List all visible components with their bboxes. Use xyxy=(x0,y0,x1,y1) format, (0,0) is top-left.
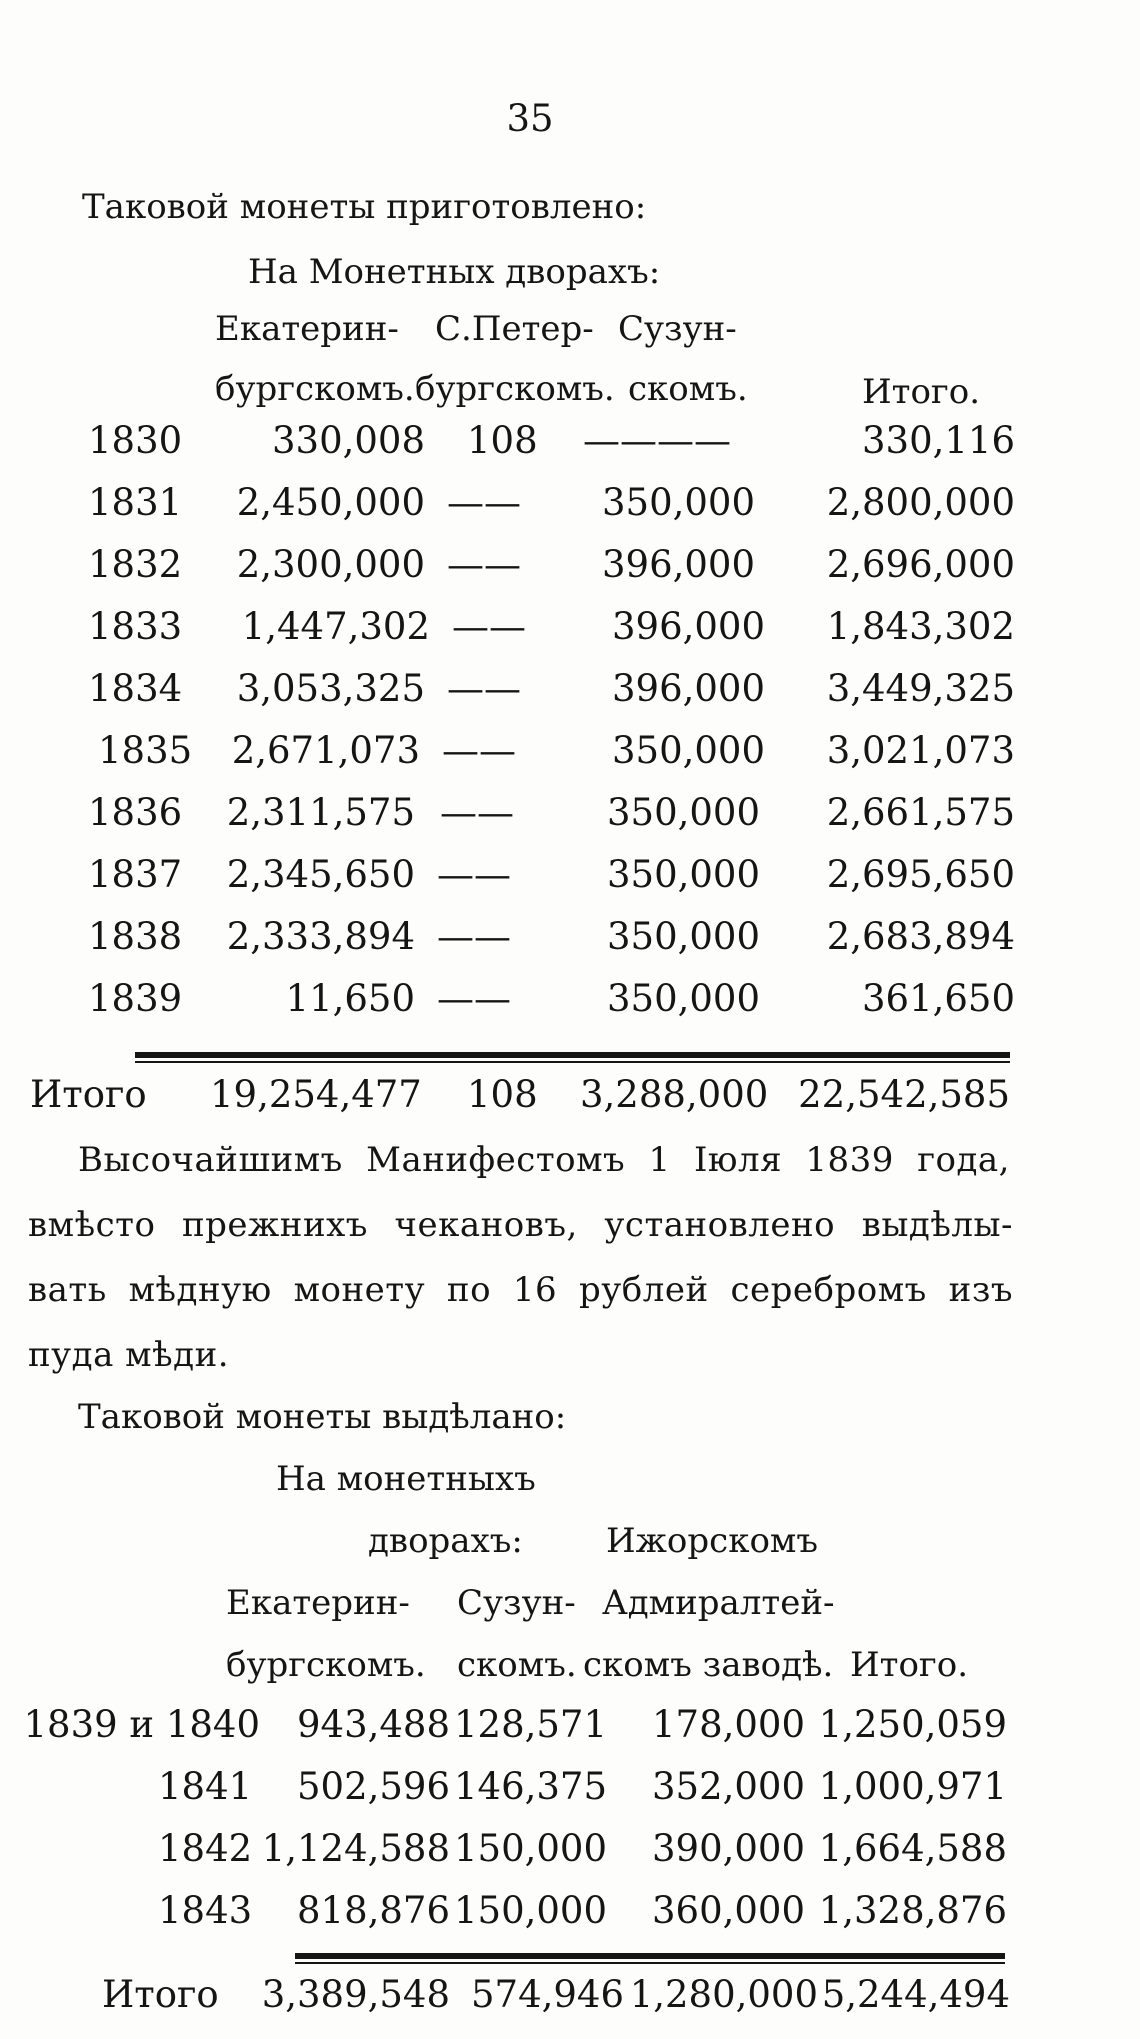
paragraph-line: Высочайшимъ Манифестомъ 1 Іюля 1839 года, xyxy=(78,1140,1010,1180)
row-ekaterinburg: 2,333,894 xyxy=(226,915,415,958)
section2-sum-rule xyxy=(295,1953,1005,1959)
row-total: 330,116 xyxy=(861,419,1015,462)
row-suzun: 350,000 xyxy=(606,915,760,958)
row-ekaterinburg: 943,488 xyxy=(296,1703,450,1746)
row-izhora: 390,000 xyxy=(651,1827,805,1870)
section2-intro: Таковой монеты выдѣлано: xyxy=(78,1397,567,1437)
paragraph-line: вмѣсто прежнихъ чекановъ, установлено выдѣлы- xyxy=(28,1205,1013,1245)
section1-total-head: Итого. xyxy=(862,372,981,412)
row-total: 1,000,971 xyxy=(818,1765,1007,1808)
row-year: 1839 и 1840 xyxy=(23,1703,260,1746)
sum-total: 5,244,494 xyxy=(821,1973,1010,2016)
sum-label: Итого xyxy=(30,1073,147,1116)
row-spb: —— xyxy=(452,605,526,648)
sum-total: 22,542,585 xyxy=(798,1073,1010,1116)
row-total: 1,664,588 xyxy=(818,1827,1007,1870)
sum-spb: 108 xyxy=(467,1073,538,1116)
row-spb: —— xyxy=(440,791,514,834)
section2-col2-head-2: скомъ. xyxy=(457,1645,577,1685)
page-number: 35 xyxy=(506,97,554,140)
row-year: 1839 xyxy=(88,977,183,1020)
section2-col3-head-1: Ижорскомъ xyxy=(606,1521,819,1561)
row-spb: —— xyxy=(447,543,521,586)
row-suzun: 396,000 xyxy=(611,667,765,710)
sum-suzun: 574,946 xyxy=(470,1973,624,2016)
row-total: 3,449,325 xyxy=(826,667,1015,710)
section1-sum-rule xyxy=(135,1052,1010,1058)
row-ekaterinburg: 1,124,588 xyxy=(261,1827,450,1870)
row-total: 2,800,000 xyxy=(826,481,1015,524)
row-ekaterinburg: 2,300,000 xyxy=(236,543,425,586)
row-year: 1835 xyxy=(98,729,193,772)
row-ekaterinburg: 11,650 xyxy=(285,977,415,1020)
row-izhora: 352,000 xyxy=(651,1765,805,1808)
row-spb: —— xyxy=(447,481,521,524)
row-suzun: 150,000 xyxy=(453,1827,607,1870)
row-suzun: 350,000 xyxy=(601,481,755,524)
row-ekaterinburg: 2,450,000 xyxy=(236,481,425,524)
row-suzun: 350,000 xyxy=(606,853,760,896)
row-total: 2,683,894 xyxy=(826,915,1015,958)
row-total: 2,695,650 xyxy=(826,853,1015,896)
row-spb: —— xyxy=(447,667,521,710)
section2-col1-head-2: бургскомъ. xyxy=(226,1645,426,1685)
section2-header-group-1: На монетныхъ xyxy=(276,1459,536,1499)
section2-col1-head-1: Екатерин- xyxy=(226,1583,410,1623)
row-suzun: 146,375 xyxy=(453,1765,607,1808)
section1-col3-head-2: скомъ. xyxy=(628,369,748,409)
row-suzun: 350,000 xyxy=(606,977,760,1020)
section2-sum-rule-thin xyxy=(295,1962,1005,1964)
row-total: 3,021,073 xyxy=(826,729,1015,772)
sum-ekaterinburg: 19,254,477 xyxy=(210,1073,422,1116)
row-suzun: 150,000 xyxy=(453,1889,607,1932)
row-year: 1834 xyxy=(88,667,183,710)
section2-header-group-2: дворахъ: xyxy=(368,1521,523,1561)
section1-header-group: На Монетных дворахъ: xyxy=(248,252,661,292)
section2-col2-head-1: Сузун- xyxy=(457,1583,576,1623)
row-total: 1,328,876 xyxy=(818,1889,1007,1932)
row-ekaterinburg: 330,008 xyxy=(271,419,425,462)
row-izhora: 178,000 xyxy=(651,1703,805,1746)
sum-label: Итого xyxy=(102,1973,219,2016)
section1-sum-rule-thin xyxy=(135,1061,1010,1063)
row-suzun: 350,000 xyxy=(606,791,760,834)
section2-total-head: Итого. xyxy=(850,1645,969,1685)
section1-col1-head-2: бургскомъ. xyxy=(215,369,415,409)
row-spb: —— xyxy=(437,977,511,1020)
section1-col2-head-1: С.Петер- xyxy=(435,309,594,349)
paragraph-line: вать мѣдную монету по 16 рублей серебромъ изъ xyxy=(28,1270,1013,1310)
row-suzun: 396,000 xyxy=(611,605,765,648)
row-spb: 108 xyxy=(467,419,538,462)
row-total: 2,696,000 xyxy=(826,543,1015,586)
row-ekaterinburg: 502,596 xyxy=(296,1765,450,1808)
row-year: 1838 xyxy=(88,915,183,958)
row-ekaterinburg: 2,311,575 xyxy=(226,791,415,834)
row-total: 361,650 xyxy=(861,977,1015,1020)
row-year: 1837 xyxy=(88,853,183,896)
row-spb: —— xyxy=(442,729,516,772)
row-total: 1,843,302 xyxy=(826,605,1015,648)
row-year: 1843 xyxy=(158,1889,253,1932)
row-spb: —— xyxy=(437,915,511,958)
section1-col1-head-1: Екатерин- xyxy=(215,309,399,349)
section2-col3-head-2: Адмиралтей- xyxy=(602,1583,835,1623)
row-suzun: 350,000 xyxy=(611,729,765,772)
row-ekaterinburg: 2,671,073 xyxy=(231,729,420,772)
section1-intro: Таковой монеты приготовлено: xyxy=(82,187,647,227)
row-ekaterinburg: 3,053,325 xyxy=(236,667,425,710)
row-ekaterinburg: 2,345,650 xyxy=(226,853,415,896)
row-year: 1833 xyxy=(88,605,183,648)
section1-col2-head-2: бургскомъ. xyxy=(415,369,615,409)
row-year: 1836 xyxy=(88,791,183,834)
row-spb: —— xyxy=(437,853,511,896)
row-year: 1831 xyxy=(88,481,183,524)
sum-izhora: 1,280,000 xyxy=(629,1973,818,2016)
row-total: 2,661,575 xyxy=(826,791,1015,834)
paragraph-line: пуда мѣди. xyxy=(28,1335,230,1375)
row-ekaterinburg: 818,876 xyxy=(296,1889,450,1932)
row-year: 1832 xyxy=(88,543,183,586)
row-year: 1841 xyxy=(158,1765,253,1808)
row-year: 1830 xyxy=(88,419,183,462)
row-izhora: 360,000 xyxy=(651,1889,805,1932)
row-suzun: 396,000 xyxy=(601,543,755,586)
row-ekaterinburg: 1,447,302 xyxy=(241,605,430,648)
row-year: 1842 xyxy=(158,1827,253,1870)
row-total: 1,250,059 xyxy=(818,1703,1007,1746)
row-suzun: ———— xyxy=(583,419,731,462)
row-suzun: 128,571 xyxy=(453,1703,607,1746)
sum-suzun: 3,288,000 xyxy=(580,1073,769,1116)
section2-col3-head-3: скомъ заводѣ. xyxy=(583,1645,834,1685)
sum-ekaterinburg: 3,389,548 xyxy=(261,1973,450,2016)
section1-col3-head-1: Сузун- xyxy=(618,309,737,349)
